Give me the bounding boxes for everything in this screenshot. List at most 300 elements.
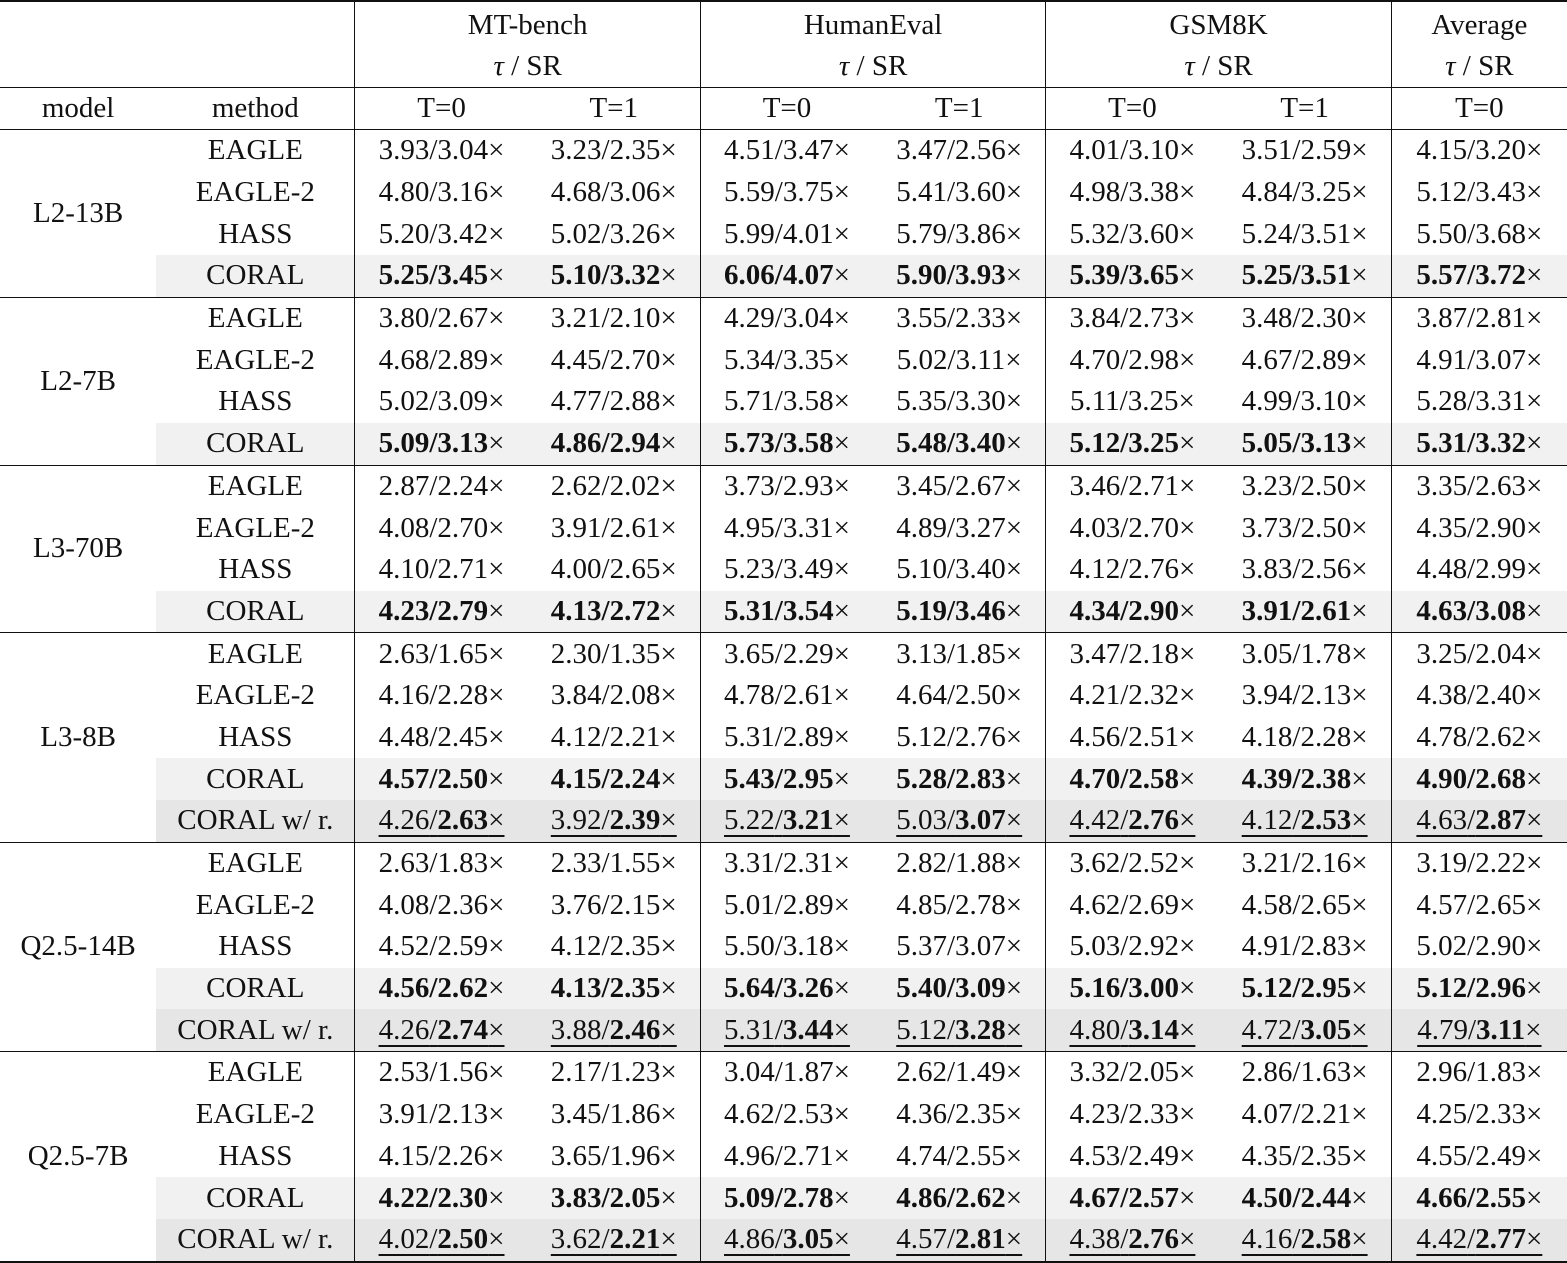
times-icon: × [1179, 594, 1196, 627]
tau-value: 4.62 [724, 1098, 775, 1131]
tau-sr-value [379, 763, 505, 795]
times-icon: × [833, 804, 850, 837]
speedup-ratio: 2.94 [609, 427, 661, 460]
speedup-ratio: 2.38 [1300, 762, 1352, 795]
separator: / [946, 972, 956, 1005]
tau-value: 3.48 [1241, 302, 1293, 335]
speedup-ratio: 2.62 [437, 972, 489, 1005]
value-cell [1046, 507, 1219, 549]
times-icon: × [833, 888, 850, 921]
times-icon: × [1005, 762, 1023, 795]
header-spacer [156, 46, 355, 88]
times-icon: × [660, 762, 677, 795]
separator: / [774, 1181, 783, 1214]
speedup-ratio: 2.32 [1128, 679, 1180, 712]
value-cell [700, 381, 873, 423]
tau-sr-value [1069, 595, 1195, 627]
separator: / [601, 888, 610, 921]
speedup-ratio: 2.70 [1128, 511, 1180, 544]
value-cell [700, 591, 873, 633]
separator: / [601, 134, 610, 167]
separator: / [946, 1223, 956, 1256]
separator: / [429, 762, 438, 795]
speedup-ratio: 2.61 [782, 679, 834, 712]
speedup-ratio: 2.55 [955, 1139, 1006, 1172]
value-cell [700, 968, 873, 1010]
separator: / [601, 930, 610, 963]
speedup-ratio: 1.86 [609, 1098, 661, 1131]
method-name: EAGLE [207, 134, 303, 167]
times-icon: × [833, 553, 850, 586]
method-name: CORAL w/ r. [156, 1009, 355, 1051]
speedup-ratio: 2.05 [1128, 1056, 1180, 1089]
value-cell [1219, 130, 1392, 172]
value-cell [1219, 1009, 1392, 1051]
times-icon: × [1005, 1013, 1023, 1046]
times-icon: × [833, 847, 850, 880]
tau-sr-value [1242, 259, 1368, 291]
tau-value: 3.84 [550, 679, 602, 712]
speedup-ratio: 2.55 [1475, 1181, 1526, 1214]
tau-value: 5.31 [724, 1013, 775, 1046]
tau-value: 5.02 [550, 217, 602, 250]
times-icon: × [1179, 176, 1196, 209]
times-icon: × [1178, 385, 1195, 418]
value-cell [528, 800, 701, 842]
tau-sr-value [1416, 1056, 1542, 1088]
tau-sr-value [1242, 302, 1368, 334]
tau-sr-value [1416, 1140, 1542, 1172]
value-cell [1046, 339, 1219, 381]
tau-sr-value [896, 763, 1022, 795]
value-cell [355, 172, 528, 214]
times-icon: × [1005, 888, 1023, 921]
separator: / [601, 679, 610, 712]
tau-sr-value [896, 218, 1022, 250]
tau-sr-value [724, 302, 850, 334]
times-icon: × [1351, 1223, 1368, 1256]
times-icon: × [1525, 1139, 1543, 1172]
speedup-ratio: 1.23 [609, 1056, 661, 1089]
speedup-ratio: 2.21 [1300, 1098, 1352, 1131]
tau-value: 5.02 [1416, 930, 1468, 963]
speedup-ratio: 2.70 [437, 511, 489, 544]
tau-sr-value [896, 1223, 1022, 1255]
tau-sr-value [1069, 176, 1195, 208]
value-cell [700, 1052, 873, 1094]
speedup-ratio: 2.05 [609, 1181, 661, 1214]
value-cell [355, 381, 528, 423]
value-cell [1219, 423, 1392, 465]
times-icon: × [1351, 1056, 1368, 1089]
speedup-ratio: 2.51 [1128, 720, 1180, 753]
value-cell [355, 1094, 528, 1136]
tau-sr-value [551, 176, 677, 208]
times-icon: × [488, 176, 505, 209]
tau-value: 2.82 [896, 847, 947, 880]
speedup-ratio: 1.83 [437, 847, 489, 880]
table-row [0, 884, 1567, 926]
separator: / [1292, 637, 1301, 670]
value-cell [873, 591, 1046, 633]
tau-value: 3.91 [1241, 594, 1293, 627]
separator: / [1120, 762, 1129, 795]
table-row [0, 633, 1567, 675]
tau-value: 4.08 [378, 888, 430, 921]
tau-sr-value [1069, 427, 1195, 459]
speedup-ratio: 3.32 [1475, 427, 1526, 460]
value-cell [355, 675, 528, 717]
tau-sr-value [379, 1098, 505, 1130]
model-name: L2-13B [32, 196, 124, 229]
times-icon: × [488, 679, 505, 712]
tau-value: 4.22 [378, 1181, 430, 1214]
tau-value: 4.36 [896, 1098, 947, 1131]
value-cell [1391, 675, 1567, 717]
header-metric-mtbench: τ / SR [355, 46, 700, 88]
separator: / [1467, 343, 1476, 376]
speedup-ratio: 2.81 [955, 1223, 1006, 1256]
separator: / [1467, 385, 1476, 418]
tau-sr-value [896, 595, 1022, 627]
tau-value: 5.12 [1241, 972, 1293, 1005]
speedup-ratio: 3.40 [955, 427, 1006, 460]
speedup-ratio: 3.16 [437, 176, 489, 209]
tau-value: 3.65 [550, 1139, 602, 1172]
tau-value: 4.91 [1241, 930, 1293, 963]
times-icon: × [488, 1013, 505, 1046]
tau-value: 4.66 [1416, 1181, 1468, 1214]
tau-value: 4.38 [1069, 1223, 1121, 1256]
times-icon: × [833, 302, 850, 335]
value-cell [1391, 758, 1567, 800]
tau-value: 5.02 [378, 385, 430, 418]
times-icon: × [660, 217, 677, 250]
speedup-ratio: 2.24 [437, 469, 489, 502]
tau-value: 4.07 [1241, 1098, 1293, 1131]
value-cell [355, 507, 528, 549]
tau-value: 3.23 [1241, 469, 1293, 502]
tau-sr-value [896, 427, 1022, 459]
times-icon: × [1351, 1181, 1368, 1214]
value-cell [873, 130, 1046, 172]
speedup-ratio: 2.21 [609, 1223, 661, 1256]
speedup-ratio: 2.39 [609, 804, 661, 837]
times-icon: × [660, 804, 677, 837]
separator: / [946, 1013, 956, 1046]
speedup-ratio: 3.38 [1128, 176, 1180, 209]
tau-value: 4.15 [378, 1139, 430, 1172]
tau-value: 5.90 [896, 259, 947, 292]
tau-value: 5.50 [724, 930, 775, 963]
times-icon: × [1351, 972, 1368, 1005]
tau-value: 4.39 [1241, 762, 1293, 795]
separator: / [774, 427, 783, 460]
value-cell [1391, 1094, 1567, 1136]
speedup-ratio: 2.99 [1475, 553, 1526, 586]
value-cell [1046, 465, 1219, 507]
times-icon: × [1351, 343, 1368, 376]
tau-value: 5.10 [550, 259, 602, 292]
table-row [0, 1219, 1567, 1262]
speedup-ratio: 3.30 [955, 385, 1006, 418]
separator: / [946, 1056, 956, 1089]
value-cell [873, 1177, 1046, 1219]
times-icon: × [1525, 594, 1543, 627]
times-icon: × [660, 469, 677, 502]
table-row [0, 1094, 1567, 1136]
times-icon: × [1179, 1056, 1196, 1089]
table-row [0, 968, 1567, 1010]
speedup-ratio: 3.07 [955, 930, 1006, 963]
model-name: L3-70B [32, 532, 124, 565]
tau-sr-value [1416, 259, 1542, 291]
tau-sr-value [1242, 889, 1368, 921]
table-row [0, 297, 1567, 339]
tau-value: 3.80 [378, 302, 430, 335]
tau-value: 5.23 [724, 553, 775, 586]
speedup-ratio: 3.31 [782, 511, 834, 544]
value-cell [1391, 130, 1567, 172]
tau-value: 5.24 [1241, 217, 1293, 250]
speedup-ratio: 2.45 [437, 720, 489, 753]
speedup-ratio: 2.13 [437, 1098, 489, 1131]
times-icon: × [660, 343, 677, 376]
tau-sr-value [1242, 721, 1368, 753]
times-icon: × [1179, 511, 1196, 544]
separator: / [774, 176, 783, 209]
separator: / [1467, 1013, 1477, 1046]
tau-sr-value [724, 1223, 850, 1255]
speedup-ratio: 2.33 [1475, 1098, 1526, 1131]
value-cell [1046, 213, 1219, 255]
speedup-ratio: 2.26 [437, 1139, 489, 1172]
speedup-ratio: 2.83 [1300, 930, 1352, 963]
value-cell [1391, 549, 1567, 591]
separator: / [1292, 511, 1301, 544]
speedup-ratio: 3.42 [437, 217, 489, 250]
separator: / [429, 972, 438, 1005]
header-benchmark-mtbench: MT-bench [355, 1, 700, 46]
tau-sr-value [1069, 889, 1195, 921]
speedup-ratio: 3.08 [1475, 594, 1526, 627]
speedup-ratio: 2.89 [1300, 343, 1352, 376]
tau-sr-value [379, 302, 505, 334]
value-cell [700, 213, 873, 255]
value-cell [1219, 507, 1392, 549]
times-icon: × [1005, 1181, 1023, 1214]
value-cell [873, 717, 1046, 759]
speedup-ratio: 2.49 [1128, 1139, 1180, 1172]
times-icon: × [833, 679, 850, 712]
times-icon: × [1351, 1139, 1368, 1172]
tau-sr-value [724, 1140, 850, 1172]
separator: / [1292, 134, 1301, 167]
speedup-ratio: 2.35 [1300, 1139, 1352, 1172]
table-row [0, 465, 1567, 507]
speedup-ratio: 2.70 [609, 343, 661, 376]
value-cell [355, 255, 528, 297]
tau-value: 4.86 [896, 1181, 947, 1214]
value-cell [1391, 213, 1567, 255]
speedup-ratio: 1.85 [955, 637, 1006, 670]
speedup-ratio: 1.55 [609, 847, 661, 880]
speedup-ratio: 3.43 [1475, 176, 1526, 209]
speedup-ratio: 3.04 [437, 134, 489, 167]
separator: / [1120, 1098, 1129, 1131]
separator: / [429, 343, 438, 376]
separator: / [601, 804, 610, 837]
tau-sr-value [724, 679, 850, 711]
speedup-ratio: 3.86 [955, 217, 1006, 250]
tau-sr-value [551, 1014, 677, 1046]
times-icon: × [1351, 679, 1368, 712]
speedup-ratio: 2.49 [1475, 1139, 1526, 1172]
value-cell [528, 633, 701, 675]
separator: / [429, 804, 438, 837]
value-cell [873, 633, 1046, 675]
speedup-ratio: 3.25 [1300, 176, 1352, 209]
separator: / [601, 469, 610, 502]
separator: / [601, 259, 610, 292]
tau-sr-value [379, 721, 505, 753]
times-icon: × [488, 1098, 505, 1131]
separator: / [774, 594, 783, 627]
separator: / [429, 1098, 438, 1131]
tau-value: 3.21 [550, 302, 602, 335]
times-icon: × [488, 1181, 505, 1214]
tau-value: 4.85 [896, 888, 947, 921]
tau-sr-value [1416, 847, 1542, 879]
speedup-ratio: 2.28 [437, 679, 489, 712]
separator: / [1292, 259, 1301, 292]
speedup-ratio: 2.61 [1300, 594, 1352, 627]
tau-value: 5.64 [724, 972, 775, 1005]
speedup-ratio: 3.31 [1475, 385, 1526, 418]
times-icon: × [488, 637, 505, 670]
tau-value: 5.48 [896, 427, 947, 460]
table-row [0, 381, 1567, 423]
separator: / [601, 847, 610, 880]
table-row [0, 675, 1567, 717]
tau-sr-value [1069, 470, 1195, 502]
tau-sr-value [1069, 930, 1195, 962]
times-icon: × [1179, 343, 1196, 376]
table-row [0, 1009, 1567, 1051]
speedup-ratio: 2.24 [609, 762, 661, 795]
times-icon: × [660, 385, 677, 418]
tau-value: 4.15 [1416, 134, 1468, 167]
tau-sr-value [1069, 259, 1195, 291]
value-cell [700, 1219, 873, 1262]
tau-sr-value [724, 972, 850, 1004]
table-row [0, 926, 1567, 968]
times-icon: × [660, 511, 677, 544]
separator: / [1120, 972, 1129, 1005]
header-metric-average: τ / SR [1391, 46, 1567, 88]
speedup-ratio: 2.96 [1475, 972, 1526, 1005]
speedup-ratio: 2.71 [437, 553, 489, 586]
tau-value: 5.12 [896, 1013, 947, 1046]
tau-value: 4.91 [1416, 343, 1468, 376]
tau-value: 3.21 [1241, 847, 1293, 880]
separator: / [946, 1098, 956, 1131]
speedup-ratio: 2.50 [437, 1223, 489, 1256]
value-cell [1046, 255, 1219, 297]
separator: / [601, 1013, 610, 1046]
tau-value: 3.84 [1069, 302, 1121, 335]
separator: / [429, 385, 438, 418]
times-icon: × [1179, 1013, 1196, 1046]
value-cell [1046, 1136, 1219, 1178]
tau-sr-value [379, 972, 505, 1004]
separator: / [946, 1139, 956, 1172]
tau-value: 2.86 [1241, 1056, 1293, 1089]
tau-value: 4.77 [550, 385, 602, 418]
value-cell [528, 130, 701, 172]
separator: / [429, 134, 438, 167]
separator: / [1292, 1181, 1301, 1214]
tau-value: 5.22 [724, 804, 775, 837]
times-icon: × [1351, 720, 1368, 753]
times-icon: × [1351, 217, 1368, 250]
times-icon: × [1525, 847, 1543, 880]
times-icon: × [1005, 1056, 1023, 1089]
tau-value: 3.73 [1241, 511, 1293, 544]
speedup-ratio: 3.20 [1475, 134, 1526, 167]
tau-value: 3.51 [1241, 134, 1293, 167]
value-cell [1391, 465, 1567, 507]
tau-value: 4.72 [1241, 1013, 1293, 1046]
tau-sr-value [1242, 1182, 1368, 1214]
tau-value: 4.63 [1416, 804, 1468, 837]
value-cell [700, 842, 873, 884]
value-cell [1391, 884, 1567, 926]
times-icon: × [1179, 1181, 1196, 1214]
method-name: EAGLE [207, 847, 303, 880]
tau-sr-value [1069, 679, 1195, 711]
table-row [0, 758, 1567, 800]
separator: / [774, 1223, 783, 1256]
tau-value: 6.06 [724, 259, 775, 292]
speedup-ratio: 3.09 [955, 972, 1006, 1005]
times-icon: × [1525, 259, 1543, 292]
times-icon: × [1525, 343, 1543, 376]
speedup-ratio: 3.11 [955, 343, 1006, 376]
speedup-ratio: 2.10 [609, 302, 661, 335]
tau-value: 4.53 [1069, 1139, 1121, 1172]
table-row [0, 507, 1567, 549]
tau-value: 4.52 [378, 930, 430, 963]
times-icon: × [660, 972, 677, 1005]
tau-sr-value [379, 889, 505, 921]
header-benchmark-humaneval: HumanEval [700, 1, 1045, 46]
results-body [0, 130, 1567, 1262]
tau-value: 5.12 [1416, 176, 1468, 209]
tau-value: 4.99 [1241, 385, 1293, 418]
separator: / [946, 469, 956, 502]
value-cell [528, 758, 701, 800]
times-icon: × [1351, 302, 1368, 335]
times-icon: × [660, 302, 677, 335]
speedup-ratio: 2.63 [437, 804, 489, 837]
separator: / [429, 1013, 438, 1046]
speedup-ratio: 2.15 [609, 888, 661, 921]
separator: / [429, 1139, 438, 1172]
tau-sr-value [1242, 134, 1368, 166]
tau-sr-value [1242, 763, 1368, 795]
method-name: EAGLE [207, 469, 303, 502]
